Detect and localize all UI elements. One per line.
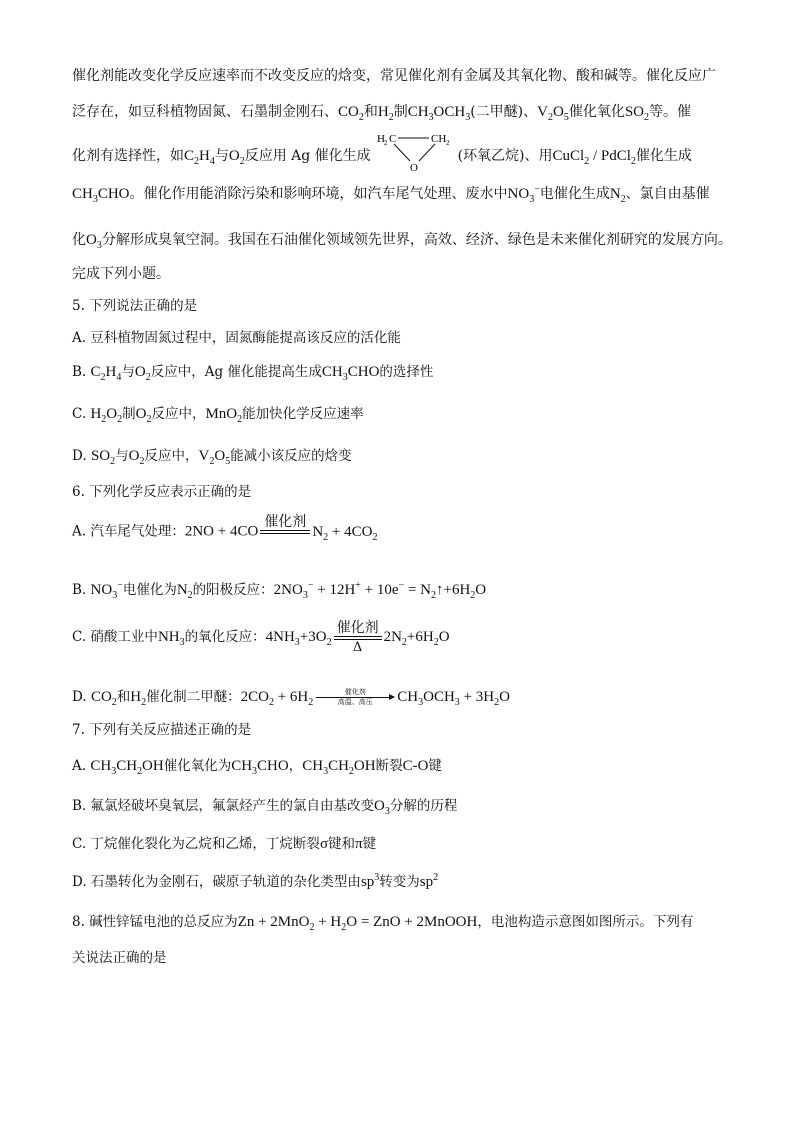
intro-line-3: 化剂有选择性，如$C_2H_4$与$O_2$反应用 Ag 催化生成 H 2 C CH 2 O (环氧乙烷)、用CuCl$_2$ / PdCl$_2$催化生成 [72,140,692,172]
q5-option-b: B. $C_2H_4$与$O_2$反应中，Ag 催化能提高生成$CH_3CHO$的选择性 [72,364,434,383]
q8-stem-line-1: 8. 碱性锌锰电池的总反应为$Zn + 2MnO_2 + H_2O$ = ZnO + 2MnOOH，电池构造示意图如图所示。下列有 [72,914,694,933]
q7-option-a: A. $CH_3CH_2OH$催化氧化为$CH_3CHO$，$CH_3CH_2OH$断裂C-O键 [72,758,442,777]
q5-option-a: A. 豆科植物固氮过程中，固氮酶能提高该反应的活化能 [72,330,401,346]
q6-option-d: D. $CO_2$和$H_2$催化制二甲醚：$2CO_2 + 6H_2$ 催化剂 高温、高压 $CH_3OCH_3 + 3H_2O$ [72,688,510,708]
svg-text:CH: CH [431,133,447,145]
svg-text:2: 2 [446,139,450,147]
ethylene-oxide-structure-icon [375,128,453,172]
q7-stem: 7. 下列有关反应描述正确的是 [72,722,252,738]
reaction-arrow: 催化剂 高温、高压 [316,688,394,707]
intro-line-5: 化$O_3$分解形成臭氧空洞。我国在石油催化领域领先世界，高效、经济、绿色是未来催化剂研究的发展方向。 [72,232,732,251]
q7-option-c: C. 丁烷催化裂化为乙烷和乙烯，丁烷断裂σ键和π键 [72,836,377,852]
q6-option-a: A. 汽车尾气处理：2NO + 4CO 催化剂 $N_2 + 4CO_2$ [72,514,378,543]
q5-option-c: C. $H_2O_2$制$O_2$反应中，MnO$_2$能加快化学反应速率 [72,406,364,425]
q7-option-b: B. 氟氯烃破坏臭氧层，氟氯烃产生的氯自由基改变$O_3$分解的历程 [72,798,458,817]
intro-line-4: $CH_3CHO$。催化作用能消除污染和影响环境，如汽车尾气处理、废水中$NO_3^-$电催化生成$N_2$、氯自由基催 [72,184,710,205]
q6-option-b: B. $NO_3^-$电催化为$N_2$的阳极反应：$2NO_3^- + 12H^+ + 10e^-$ = $N_2↑+6H_2O$ [72,580,487,601]
q6-stem: 6. 下列化学反应表示正确的是 [72,484,252,500]
q8-stem-line-2: 关说法正确的是 [72,950,167,966]
svg-text:C: C [389,133,397,145]
intro-line-2: 泛存在，如豆科植物固氮、石墨制金刚石、$CO_2$和$H_2$制$CH_3OCH_3$(二甲醚)、$V_2O_5$催化氧化$SO_2$等。催 [72,104,692,123]
intro-line-1: 催化剂能改变化学反应速率而不改变反应的焓变，常见催化剂有金属及其氧化物、酸和碱等。催化反应广 [72,68,716,84]
intro-line-6: 完成下列小题。 [72,266,170,282]
svg-text:2: 2 [384,139,388,147]
q7-option-d: D. 石墨转化为金刚石，碳原子轨道的杂化类型由$sp^3$转变为$sp^2$ [72,872,439,890]
q6-option-c: C. 硝酸工业中$NH_3$的氧化反应：$4NH_3+3O_2$ 催化剂 Δ $2N_2+6H_2O$ [72,619,450,655]
q5-option-d: D. $SO_2$与$O_2$反应中，$V_2O_5$能减小该反应的焓变 [72,448,352,467]
svg-text:O: O [410,162,419,172]
q5-stem: 5. 下列说法正确的是 [72,298,198,314]
svg-text:H: H [377,133,386,145]
